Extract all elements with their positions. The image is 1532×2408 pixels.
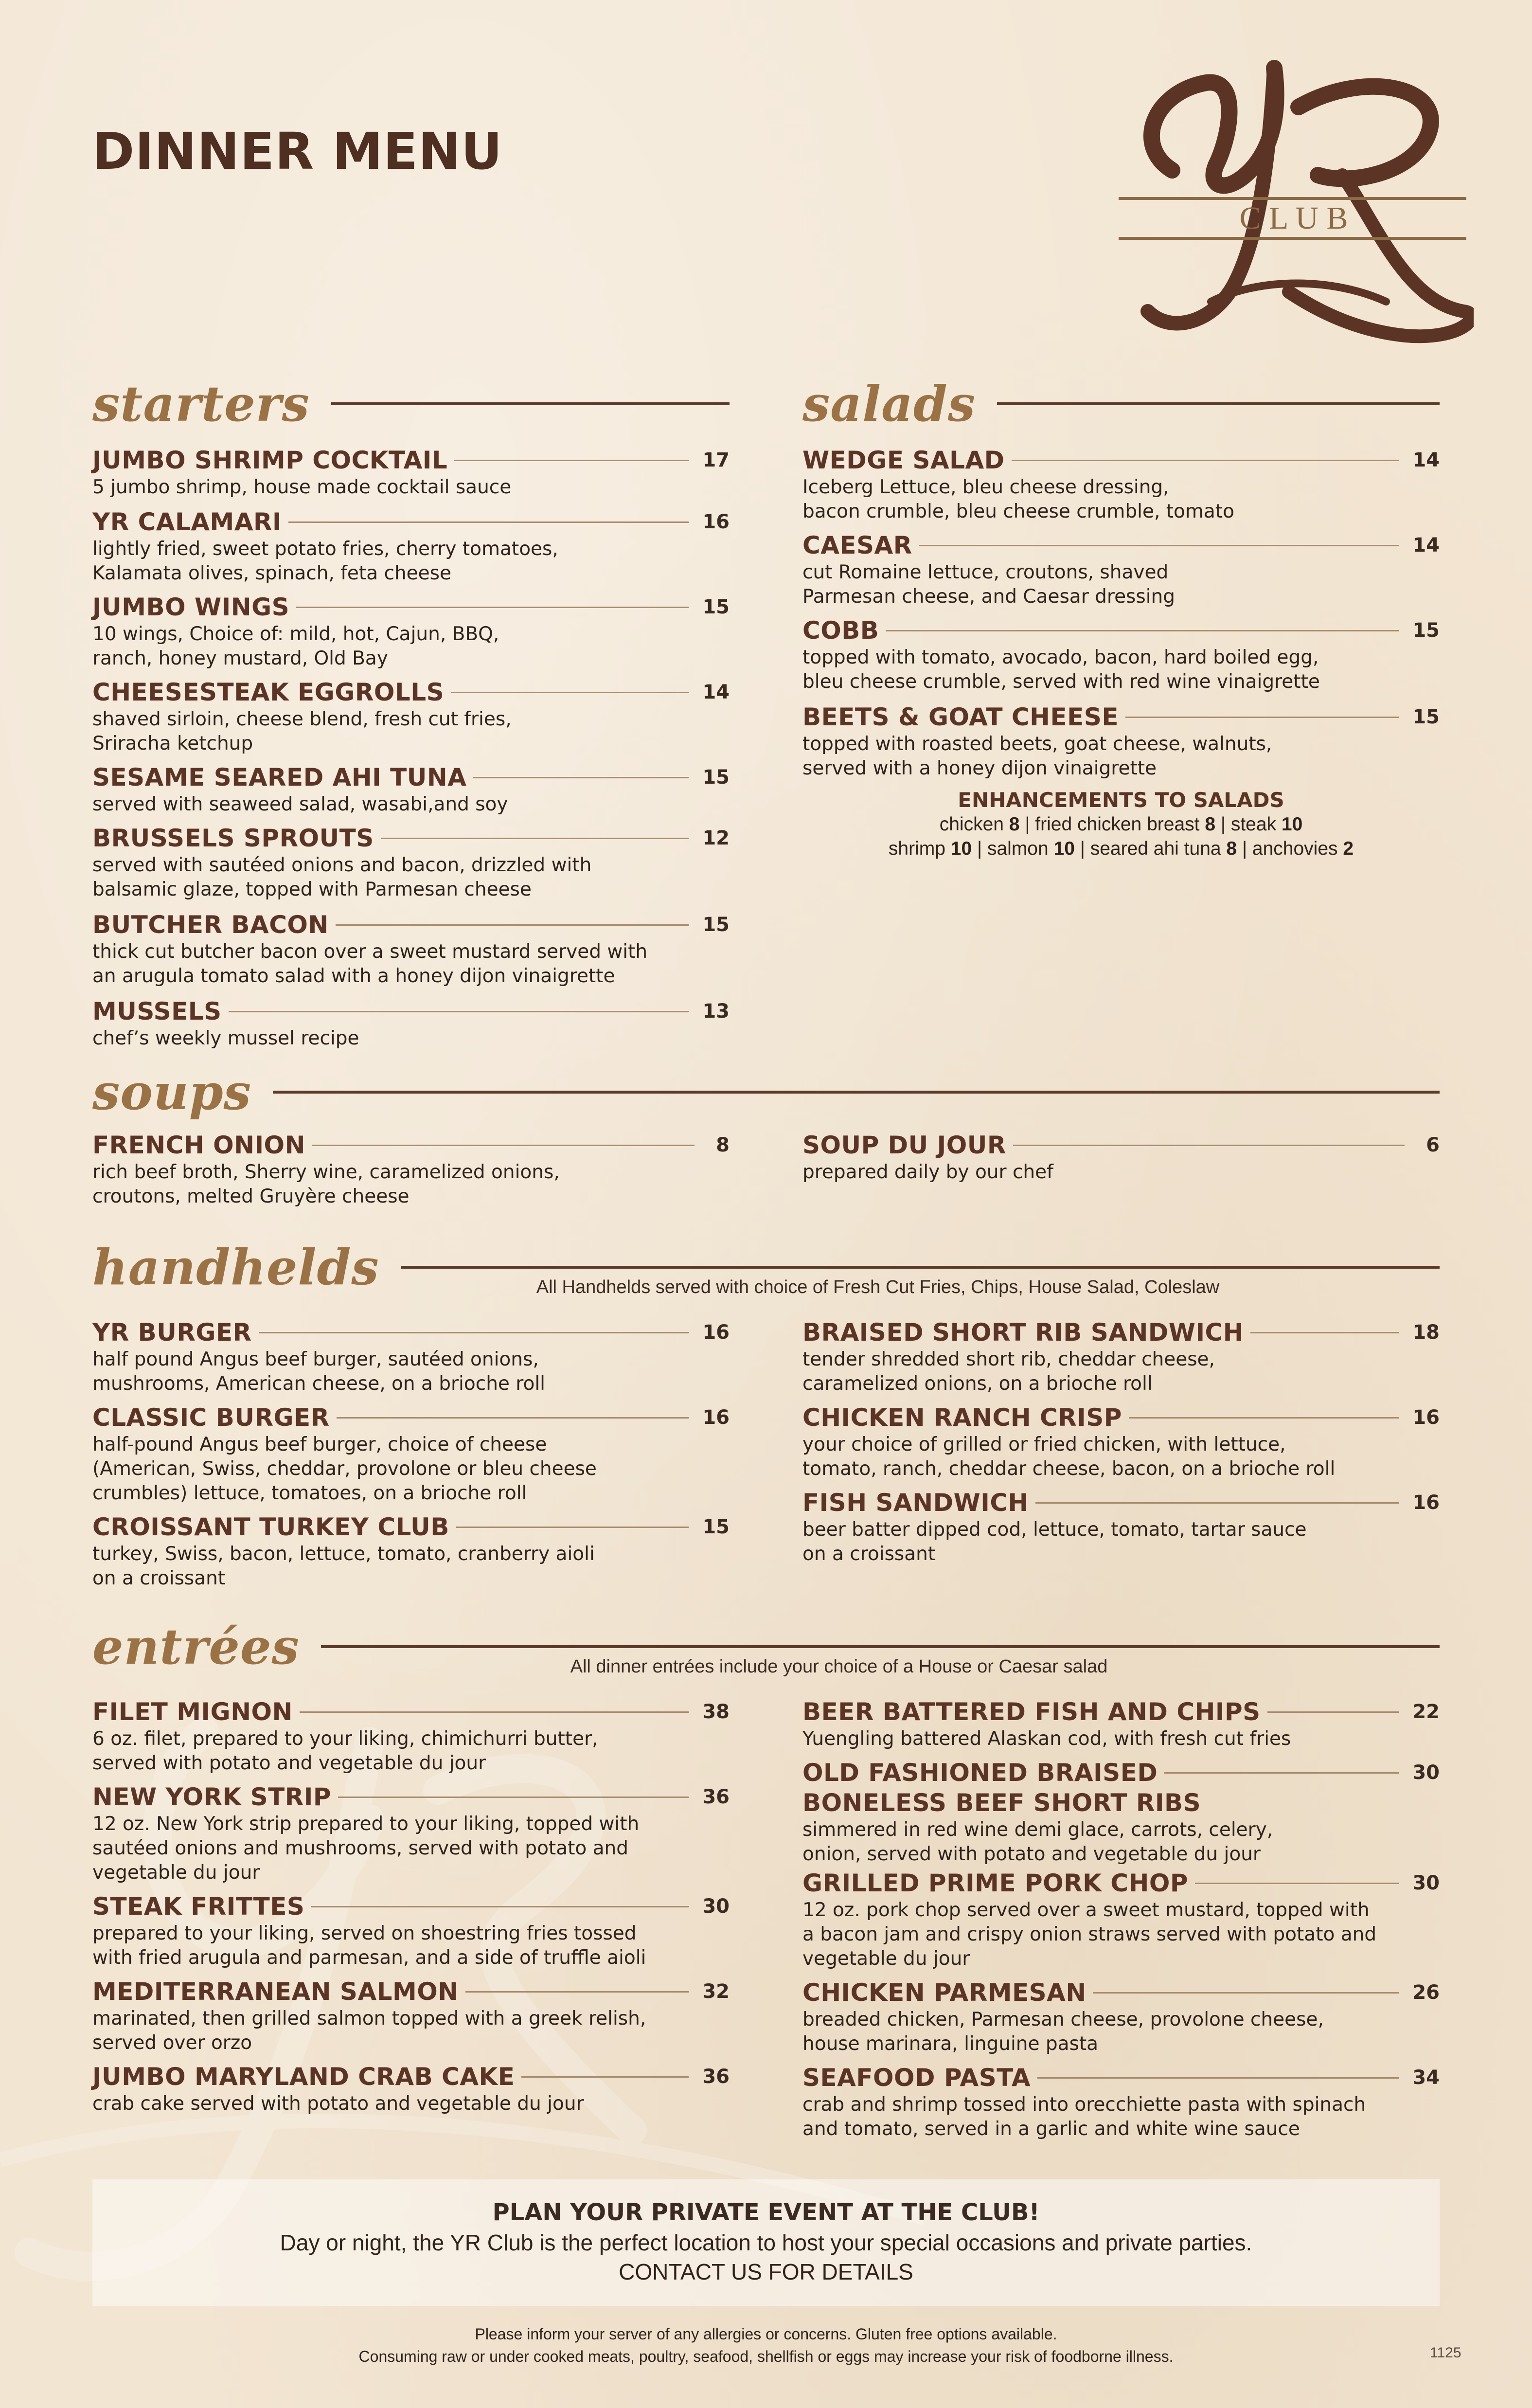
item-description: crab and shrimp tossed into orecchiette pasta with spinach and tomato, served in a garlic and white wine sauce — [802, 2094, 1366, 2140]
item-price: 36 — [702, 1786, 730, 1808]
section-starters — [92, 370, 730, 438]
item-description: simmered in red wine demi glace, carrots, celery, onion, served with potato and vegetable du jour — [802, 1819, 1273, 1865]
leader-line — [311, 1906, 689, 1907]
item-name: YR CALAMARI — [92, 508, 282, 536]
leader-line — [1125, 717, 1399, 718]
event-heading: PLAN YOUR PRIVATE EVENT AT THE CLUB! — [492, 2199, 1040, 2226]
menu-item-cheesesteak-eggrolls — [92, 677, 730, 756]
leader-line — [465, 1991, 689, 1993]
section-rule — [321, 1645, 1440, 1648]
menu-item-butcher-bacon — [92, 910, 730, 988]
entrees-note: All dinner entrées include your choice of a House or Caesar salad — [570, 1656, 1108, 1677]
item-description: lightly fried, sweet potato fries, cherry tomatoes, Kalamata olives, spinach, feta cheese — [92, 538, 558, 584]
item-name: CHICKEN PARMESAN — [802, 1978, 1087, 2007]
leader-line — [473, 777, 689, 778]
item-description: chef’s weekly mussel recipe — [92, 1027, 359, 1049]
item-name: JUMBO SHRIMP COCKTAIL — [92, 446, 448, 474]
item-description: Yuengling battered Alaskan cod, with fresh cut fries — [802, 1728, 1291, 1750]
item-price: 30 — [702, 1895, 730, 1918]
item-name: JUMBO MARYLAND CRAB CAKE — [92, 2063, 515, 2091]
leader-line — [1164, 1772, 1399, 1774]
item-name: BRAISED SHORT RIB SANDWICH — [802, 1318, 1244, 1347]
item-price: 8 — [716, 1134, 730, 1156]
leader-line — [1035, 1502, 1399, 1504]
item-description: rich beef broth, Sherry wine, caramelized onions, croutons, melted Gruyère cheese — [92, 1161, 560, 1207]
menu-item-french-onion — [92, 1130, 730, 1209]
leader-line — [259, 1332, 689, 1333]
section-heading: handhelds — [92, 1239, 379, 1296]
menu-item-yr-burger — [92, 1317, 730, 1396]
section-heading: soups — [92, 1063, 251, 1121]
leader-line — [1129, 1417, 1399, 1419]
menu-item-classic-burger — [92, 1402, 730, 1506]
menu-item-beer-battered-fish-and-chips — [802, 1697, 1440, 1751]
leader-line — [338, 1797, 689, 1798]
item-description: half pound Angus beef burger, sautéed onions, mushrooms, American cheese, on a brioche roll — [92, 1348, 546, 1395]
menu-item-yr-calamari — [92, 507, 730, 586]
item-price: 16 — [1412, 1492, 1440, 1514]
item-name: WEDGE SALAD — [802, 446, 1005, 474]
item-description: crab cake served with potato and vegetable du jour — [92, 2093, 584, 2115]
section-rule — [331, 402, 730, 405]
item-description: cut Romaine lettuce, croutons, shaved Parmesan cheese, and Caesar dressing — [802, 561, 1176, 608]
item-name-line-2: BONELESS BEEF SHORT RIBS — [802, 1789, 1201, 1817]
menu-item-steak-frittes — [92, 1891, 730, 1970]
item-name: MUSSELS — [92, 997, 222, 1025]
section-rule — [401, 1266, 1440, 1269]
item-description: half-pound Angus beef burger, choice of cheese (American, Swiss, cheddar, provolone or bleu cheese crumbles) lettuce, tomatoes, on a brioche roll — [92, 1434, 597, 1504]
event-contact: CONTACT US FOR DETAILS — [619, 2259, 913, 2284]
menu-item-fish-sandwich — [802, 1488, 1440, 1566]
leader-line — [1037, 2077, 1399, 2079]
item-name: CHICKEN RANCH CRISP — [802, 1403, 1122, 1432]
menu-item-cobb — [802, 615, 1440, 694]
leader-line — [1195, 1883, 1399, 1884]
enhancements-heading: ENHANCEMENTS TO SALADS — [958, 788, 1284, 812]
menu-item-brussels-sprouts — [92, 823, 730, 902]
item-name: SEAFOOD PASTA — [802, 2064, 1031, 2092]
event-text: Day or night, the YR Club is the perfect location to host your special occasions and private parties. — [280, 2230, 1252, 2255]
handhelds-note: All Handhelds served with choice of Fresh Cut Fries, Chips, House Salad, Coleslaw — [536, 1277, 1220, 1297]
item-price: 15 — [702, 914, 730, 936]
item-name: JUMBO WINGS — [92, 593, 290, 621]
leader-line — [288, 521, 689, 523]
item-price: 16 — [1412, 1406, 1440, 1429]
logo-club-text: C L U B — [1239, 200, 1348, 236]
item-name: BUTCHER BACON — [92, 911, 329, 939]
leader-line — [300, 1711, 689, 1713]
item-description: topped with roasted beets, goat cheese, walnuts, served with a honey dijon vinaigrette — [802, 733, 1272, 779]
item-name: OLD FASHIONED BRAISED — [802, 1759, 1158, 1787]
item-price: 14 — [1412, 534, 1440, 557]
leader-line — [886, 630, 1399, 631]
section-heading: entrées — [92, 1618, 300, 1675]
item-price: 34 — [1412, 2067, 1440, 2089]
private-event-banner — [92, 2179, 1440, 2306]
item-price: 18 — [1412, 1321, 1440, 1344]
item-price: 32 — [702, 1980, 730, 2003]
item-price: 16 — [702, 1321, 730, 1344]
section-heading: salads — [802, 375, 976, 432]
item-description: Iceberg Lettuce, bleu cheese dressing, bacon crumble, bleu cheese crumble, tomato — [802, 476, 1234, 522]
item-name: CROISSANT TURKEY CLUB — [92, 1513, 449, 1541]
item-description: prepared to your liking, served on shoestring fries tossed with fried arugula and parmesan, and a side of truffle aioli — [92, 1923, 646, 1969]
section-rule — [997, 402, 1440, 405]
item-description: thick cut butcher bacon over a sweet mustard served with an arugula tomato salad with a honey dijon vinaigrette — [92, 941, 648, 987]
item-name: GRILLED PRIME PORK CHOP — [802, 1869, 1188, 1897]
item-name: CHEESESTEAK EGGROLLS — [92, 678, 445, 706]
leader-line — [456, 1527, 689, 1528]
menu-item-beets-goat-cheese — [802, 702, 1440, 781]
item-description: marinated, then grilled salmon topped with a greek relish, served over orzo — [92, 2008, 646, 2054]
enhancements-line-1: chicken 8 | fried chicken breast 8 | steak 10 — [939, 814, 1303, 835]
item-description: topped with tomato, avocado, bacon, hard boiled egg, bleu cheese crumble, served with red wine vinaigrette — [802, 647, 1320, 693]
menu-item-jumbo-shrimp-cocktail — [92, 445, 730, 500]
leader-line — [1267, 1711, 1399, 1713]
section-salads — [802, 370, 1440, 438]
item-name: CLASSIC BURGER — [92, 1403, 330, 1432]
menu-item-new-york-strip — [92, 1782, 730, 1885]
section-rule — [273, 1091, 1440, 1094]
item-description: shaved sirloin, cheese blend, fresh cut fries, Sriracha ketchup — [92, 708, 512, 755]
item-price: 30 — [1412, 1761, 1440, 1784]
item-price: 16 — [702, 511, 730, 533]
footer-line-2: Consuming raw or under cooked meats, poultry, seafood, shellfish or eggs may increase your risk of foodborne illness. — [358, 2348, 1174, 2365]
item-price: 15 — [702, 1516, 730, 1538]
item-name: BEETS & GOAT CHEESE — [802, 703, 1119, 731]
item-description: 12 oz. New York strip prepared to your liking, topped with sautéed onions and mushrooms, served with potato and vegetable du jour — [92, 1813, 640, 1884]
leader-line — [337, 1417, 689, 1419]
leader-line — [312, 1145, 695, 1146]
section-heading: starters — [92, 375, 310, 432]
item-name: CAESAR — [802, 531, 912, 559]
menu-item-mediterranean-salmon — [92, 1977, 730, 2055]
item-price: 14 — [702, 681, 730, 703]
footer-line-1: Please inform your server of any allergies or concerns. Gluten free options available. — [475, 2325, 1057, 2343]
menu-item-grilled-prime-pork-chop — [802, 1868, 1440, 1971]
item-description: 6 oz. filet, prepared to your liking, chimichurri butter, served with potato and vegetable du jour — [92, 1728, 598, 1774]
menu-item-chicken-parmesan — [802, 1977, 1440, 2056]
item-price: 15 — [702, 766, 730, 789]
yr-club-logo — [1114, 49, 1474, 360]
item-description: your choice of grilled or fried chicken, with lettuce, tomato, ranch, cheddar cheese, bacon, on a brioche roll — [802, 1434, 1336, 1480]
item-price: 38 — [702, 1701, 730, 1723]
menu-item-wedge-salad — [802, 445, 1440, 524]
item-description: breaded chicken, Parmesan cheese, provolone cheese, house marinara, linguine pasta — [802, 2009, 1324, 2055]
item-price: 16 — [702, 1406, 730, 1429]
leader-line — [1013, 1145, 1405, 1146]
item-price: 12 — [702, 827, 730, 849]
allergy-disclaimer — [92, 2323, 1440, 2368]
item-description: 10 wings, Choice of: mild, hot, Cajun, BBQ, ranch, honey mustard, Old Bay — [92, 623, 499, 669]
item-name: BEER BATTERED FISH AND CHIPS — [802, 1698, 1261, 1726]
item-price: 26 — [1412, 1981, 1440, 2004]
item-name: COBB — [802, 616, 879, 645]
item-description: prepared daily by our chef — [802, 1161, 1053, 1183]
item-name: BRUSSELS SPROUTS — [92, 824, 374, 852]
item-description: beer batter dipped cod, lettuce, tomato, tartar sauce on a croissant — [802, 1519, 1307, 1565]
item-price: 22 — [1412, 1701, 1440, 1723]
leader-line — [1093, 1992, 1399, 1994]
item-name: SESAME SEARED AHI TUNA — [92, 763, 467, 791]
leader-line — [521, 2076, 689, 2078]
leader-line — [919, 545, 1399, 546]
item-price: 36 — [702, 2066, 730, 2088]
leader-line — [451, 692, 689, 693]
yr-club-logo-icon — [1114, 49, 1474, 360]
leader-line — [1250, 1332, 1399, 1333]
item-description: served with sautéed onions and bacon, drizzled with balsamic glaze, topped with Parmesan cheese — [92, 854, 592, 900]
item-price: 13 — [702, 1000, 730, 1023]
menu-item-soup-du-jour — [802, 1130, 1440, 1185]
leader-line — [1012, 460, 1399, 461]
item-price: 17 — [702, 449, 730, 471]
item-name: SOUP DU JOUR — [802, 1131, 1006, 1159]
menu-code: 1125 — [1430, 2345, 1461, 2361]
item-price: 15 — [1412, 619, 1440, 642]
item-price: 14 — [1412, 449, 1440, 471]
menu-item-caesar — [802, 530, 1440, 609]
item-name: FILET MIGNON — [92, 1698, 293, 1726]
page-title: DINNER MENU — [92, 122, 503, 181]
menu-item-jumbo-maryland-crab-cake — [92, 2062, 730, 2116]
leader-line — [229, 1011, 689, 1012]
item-description: tender shredded short rib, cheddar cheese, caramelized onions, on a brioche roll — [802, 1348, 1215, 1395]
leader-line — [296, 607, 689, 608]
menu-item-chicken-ranch-crisp — [802, 1402, 1440, 1481]
item-price: 15 — [702, 596, 730, 618]
menu-item-filet-mignon — [92, 1697, 730, 1776]
salad-enhancements — [802, 788, 1440, 861]
item-price: 15 — [1412, 706, 1440, 728]
menu-item-braised-beef-short-ribs — [802, 1758, 1440, 1867]
menu-item-croissant-turkey-club — [92, 1512, 730, 1591]
leader-line — [381, 838, 689, 839]
menu-item-seafood-pasta — [802, 2063, 1440, 2141]
item-name: STEAK FRITTES — [92, 1892, 305, 1921]
item-name: NEW YORK STRIP — [92, 1783, 332, 1811]
item-name: FISH SANDWICH — [802, 1489, 1029, 1517]
item-name: FRENCH ONION — [92, 1131, 305, 1159]
item-price: 6 — [1426, 1134, 1440, 1156]
item-description: turkey, Swiss, bacon, lettuce, tomato, cranberry aioli on a croissant — [92, 1543, 595, 1589]
item-description: 5 jumbo shrimp, house made cocktail sauce — [92, 476, 512, 498]
item-description: served with seaweed salad, wasabi,and soy — [92, 793, 508, 815]
menu-item-jumbo-wings — [92, 592, 730, 671]
leader-line — [336, 924, 689, 926]
item-name: YR BURGER — [92, 1318, 252, 1347]
item-price: 30 — [1412, 1872, 1440, 1894]
menu-item-braised-short-rib-sandwich — [802, 1317, 1440, 1396]
leader-line — [454, 460, 689, 461]
item-name: MEDITERRANEAN SALMON — [92, 1977, 459, 2006]
item-description: 12 oz. pork chop served over a sweet mustard, topped with a bacon jam and crispy onion straws served with potato and vegetable du jour — [802, 1899, 1377, 1970]
section-soups — [92, 1058, 1440, 1126]
menu-item-mussels — [92, 996, 730, 1051]
enhancements-line-2: shrimp 10 | salmon 10 | seared ahi tuna 8 | anchovies 2 — [888, 838, 1354, 859]
menu-item-sesame-seared-ahi-tuna — [92, 762, 730, 817]
